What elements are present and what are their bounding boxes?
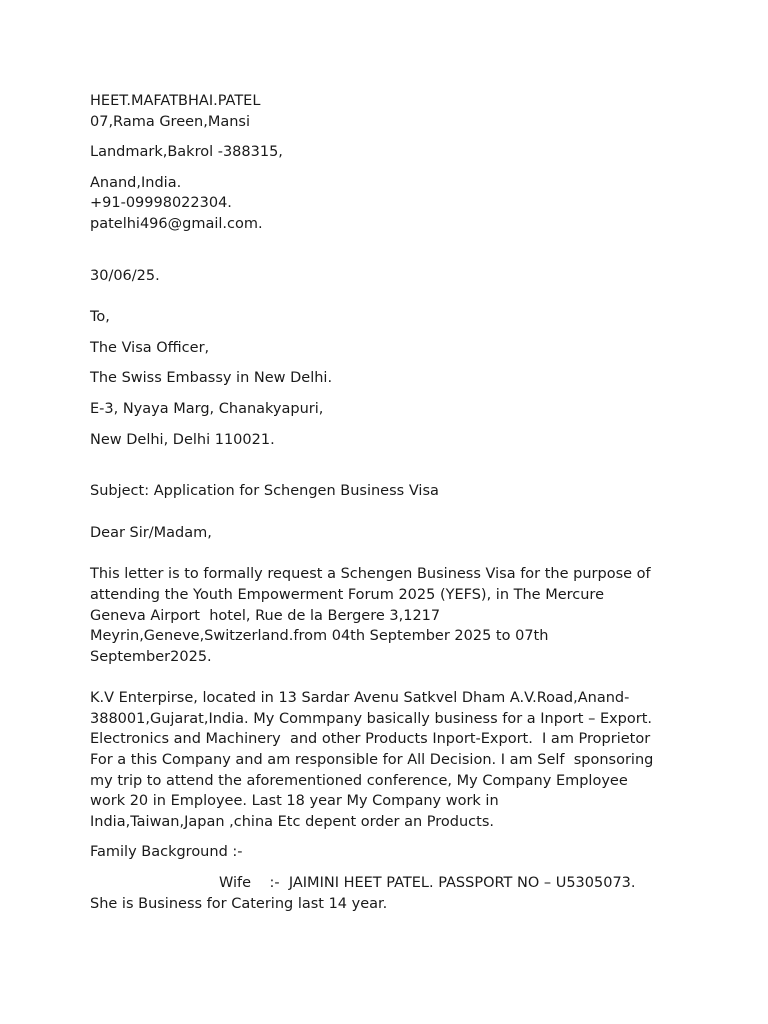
body-paragraph-2	[90, 688, 690, 832]
paragraph-line: India,Taiwan,Japan ,china Etc depent order an Products.	[90, 813, 494, 830]
paragraph-line: September2025.	[90, 648, 212, 665]
letter-date: 30/06/25.	[90, 267, 160, 284]
paragraph-line: 388001,Gujarat,India. My Commpany basically business for a Inport – Export.	[90, 710, 653, 727]
letter-subject: Subject: Application for Schengen Business Visa	[90, 483, 439, 500]
paragraph-line: Meyrin,Geneve,Switzerland.from 04th September 2025 to 07th	[90, 628, 549, 645]
family-background-heading: Family Background :-	[90, 844, 243, 861]
recipient-to: To,	[90, 309, 110, 326]
body-paragraph-1	[90, 564, 690, 667]
paragraph-line: Electronics and Machinery and other Products Inport-Export. I am Proprietor	[90, 731, 651, 748]
letter-page	[90, 91, 690, 914]
paragraph-line: This letter is to formally request a Schengen Business Visa for the purpose of	[90, 566, 651, 583]
sender-name: HEET.MAFATBHAI.PATEL	[90, 93, 261, 109]
wife-detail-line: She is Business for Catering last 14 year.	[90, 895, 388, 912]
recipient-block	[90, 307, 690, 450]
paragraph-line: K.V Enterpirse, located in 13 Sardar Avenu Satkvel Dham A.V.Road,Anand-	[90, 690, 630, 707]
recipient-address-line2: New Delhi, Delhi 110021.	[90, 431, 275, 448]
paragraph-line: my trip to attend the aforementioned conference, My Company Employee	[90, 772, 628, 789]
recipient-org: The Swiss Embassy in New Delhi.	[90, 370, 333, 387]
paragraph-line: attending the Youth Empowerment Forum 2025 (YEFS), in The Mercure	[90, 586, 604, 603]
sender-address-line2: Landmark,Bakrol -388315,	[90, 144, 283, 161]
paragraph-line: For a this Company and am responsible for All Decision. I am Self sponsoring	[90, 752, 654, 769]
sender-block	[90, 91, 690, 235]
sender-address-line3: Anand,India.	[90, 174, 182, 191]
sender-phone: +91-09998022304.	[90, 195, 232, 212]
recipient-address-line1: E-3, Nyaya Marg, Chanakyapuri,	[90, 400, 324, 417]
sender-email: patelhi496@gmail.com.	[90, 215, 263, 232]
letter-salutation: Dear Sir/Madam,	[90, 524, 212, 541]
paragraph-line: work 20 in Employee. Last 18 year My Company work in	[90, 793, 499, 810]
paragraph-line: Geneva Airport hotel, Rue de la Bergere 3,1217	[90, 607, 441, 624]
sender-address-line1: 07,Rama Green,Mansi	[90, 113, 251, 130]
recipient-title: The Visa Officer,	[90, 339, 210, 356]
wife-info-line: Wife :- JAIMINI HEET PATEL. PASSPORT NO – U5305073.	[219, 875, 636, 892]
